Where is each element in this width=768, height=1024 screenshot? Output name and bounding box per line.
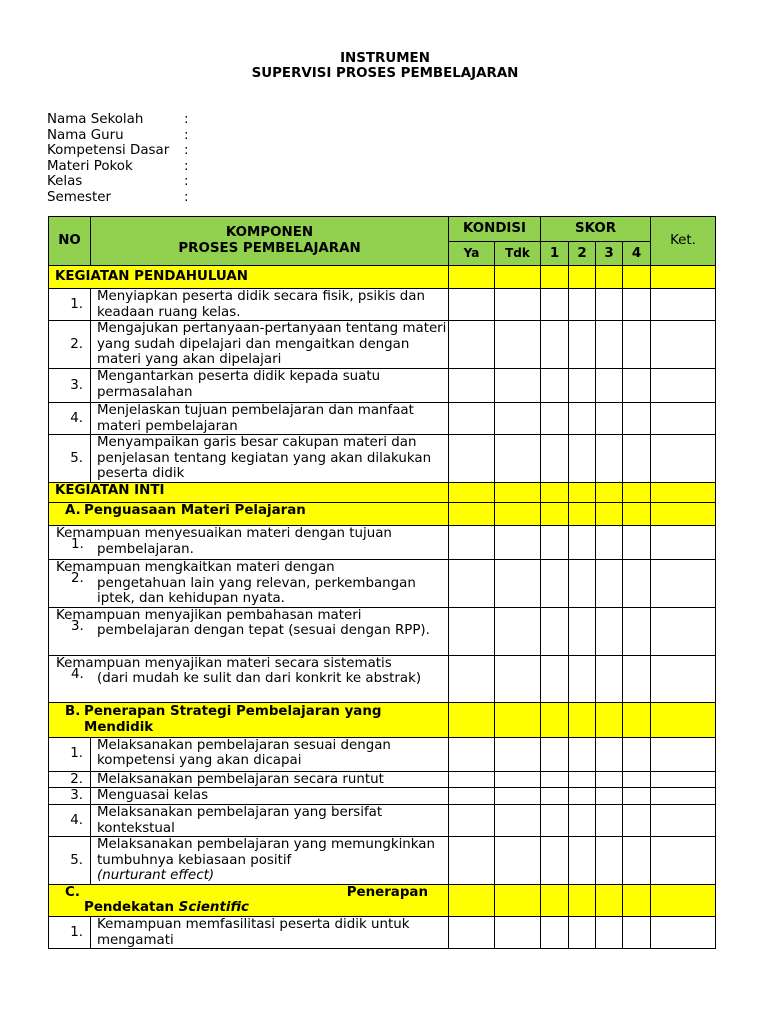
cell-skor-3[interactable] [596,402,623,434]
section-inti: KEGIATAN INTI [49,482,716,502]
cell-skor-3[interactable] [596,559,623,607]
table-row: 4. Kemampuan menyajikan materi secara sistematis (dari mudah ke sulit dan dari konkrit ke abstrak) [49,655,716,702]
header-ya: Ya [449,242,495,266]
table-row: 3. Menguasai kelas [49,788,716,805]
cell-ya[interactable] [449,525,495,559]
cell-ya[interactable] [449,917,495,949]
cell-ya[interactable] [449,837,495,885]
cell-skor-4[interactable] [623,525,651,559]
cell-ket[interactable] [651,737,716,771]
cell-ket[interactable] [651,289,716,321]
cell-skor-3[interactable] [596,289,623,321]
cell-tdk[interactable] [495,917,541,949]
header-skor: SKOR [541,217,651,242]
cell-skor-4[interactable] [623,289,651,321]
table-row: 4. Menjelaskan tujuan pembelajaran dan manfaat materi pembelajaran [49,402,716,434]
cell-tdk[interactable] [495,737,541,771]
cell-ya[interactable] [449,655,495,702]
table-row: 2. Melaksanakan pembelajaran secara runtut [49,771,716,788]
cell-tdk[interactable] [495,559,541,607]
header-skor-4: 4 [623,242,651,266]
cell-ket[interactable] [651,788,716,805]
cell-ya[interactable] [449,289,495,321]
cell-tdk[interactable] [495,289,541,321]
cell-tdk[interactable] [495,321,541,369]
cell-ket[interactable] [651,321,716,369]
cell-skor-2[interactable] [569,804,596,836]
cell-ket[interactable] [651,368,716,402]
cell-tdk[interactable] [495,402,541,434]
cell-skor-1[interactable] [541,655,569,702]
table-row: 2. Mengajukan pertanyaan-pertanyaan tentang materi yang sudah dipelajari dan mengaitkan dengan materi yang akan dipelajari [49,321,716,369]
field-kompetensi-dasar: Kompetensi Dasar : [47,143,189,159]
cell-ket[interactable] [651,771,716,788]
cell-skor-2[interactable] [569,917,596,949]
cell-skor-1[interactable] [541,917,569,949]
field-semester: Semester : [47,189,189,205]
table-row: 1. Kemampuan memfasilitasi peserta didik untuk mengamati [49,917,716,949]
field-kelas: Kelas : [47,174,189,190]
cell-skor-2[interactable] [569,368,596,402]
cell-ya[interactable] [449,788,495,805]
cell-skor-2[interactable] [569,435,596,483]
cell-ket[interactable] [651,559,716,607]
cell-skor-1[interactable] [541,804,569,836]
cell-ket[interactable] [651,525,716,559]
table-row: 1. Melaksanakan pembelajaran sesuai dengan kompetensi yang akan dicapai [49,737,716,771]
header-skor-1: 1 [541,242,569,266]
cell-skor-1[interactable] [541,402,569,434]
cell-skor-4[interactable] [623,607,651,655]
table-row: 3. Kemampuan menyajikan pembahasan materi pembelajaran dengan tepat (sesuai dengan RPP). [49,607,716,655]
header-skor-3: 3 [596,242,623,266]
cell-skor-3[interactable] [596,737,623,771]
field-materi-pokok: Materi Pokok : [47,158,189,174]
cell-skor-4[interactable] [623,368,651,402]
header-skor-2: 2 [569,242,596,266]
document-subtitle: SUPERVISI PROSES PEMBELAJARAN [251,66,519,81]
cell-skor-1[interactable] [541,607,569,655]
table-row: 1. Menyiapkan peserta didik secara fisik, psikis dan keadaan ruang kelas. [49,289,716,321]
document-title: INSTRUMEN [340,51,430,66]
header-kondisi: KONDISI [449,217,541,242]
cell-tdk[interactable] [495,804,541,836]
cell-ket[interactable] [651,837,716,885]
cell-skor-3[interactable] [596,655,623,702]
field-nama-sekolah: Nama Sekolah : [47,112,189,127]
cell-skor-4[interactable] [623,771,651,788]
cell-skor-2[interactable] [569,837,596,885]
cell-skor-4[interactable] [623,837,651,885]
field-nama-guru: Nama Guru : [47,127,189,143]
cell-skor-3[interactable] [596,788,623,805]
section-b: B. Penerapan Strategi Pembelajaran yang Mendidik [49,702,716,737]
cell-ket[interactable] [651,402,716,434]
cell-skor-4[interactable] [623,435,651,483]
cell-ket[interactable] [651,607,716,655]
cell-skor-3[interactable] [596,368,623,402]
cell-skor-4[interactable] [623,917,651,949]
cell-skor-2[interactable] [569,289,596,321]
cell-skor-4[interactable] [623,559,651,607]
cell-tdk[interactable] [495,607,541,655]
cell-ket[interactable] [651,655,716,702]
header-komponen: KOMPONEN PROSES PEMBELAJARAN [91,217,449,266]
cell-skor-4[interactable] [623,402,651,434]
cell-skor-1[interactable] [541,771,569,788]
table-row: 2. Kemampuan mengkaitkan materi dengan pengetahuan lain yang relevan, perkembangan iptek, dan kehidupan nyata. [49,559,716,607]
cell-skor-2[interactable] [569,655,596,702]
cell-tdk[interactable] [495,788,541,805]
header-ket: Ket. [651,217,716,266]
cell-skor-1[interactable] [541,289,569,321]
cell-ya[interactable] [449,607,495,655]
cell-skor-4[interactable] [623,737,651,771]
cell-skor-2[interactable] [569,525,596,559]
cell-skor-4[interactable] [623,788,651,805]
cell-skor-3[interactable] [596,321,623,369]
cell-skor-3[interactable] [596,771,623,788]
cell-skor-2[interactable] [569,402,596,434]
cell-ket[interactable] [651,435,716,483]
cell-skor-3[interactable] [596,837,623,885]
header-tdk: Tdk [495,242,541,266]
cell-skor-1[interactable] [541,368,569,402]
table-row: 5. Melaksanakan pembelajaran yang memungkinkan tumbuhnya kebiasaan positif (nurturant effect) [49,837,716,885]
cell-skor-2[interactable] [569,737,596,771]
cell-skor-2[interactable] [569,788,596,805]
cell-tdk[interactable] [495,368,541,402]
section-pendahuluan: KEGIATAN PENDAHULUAN [49,266,716,289]
cell-ya[interactable] [449,402,495,434]
cell-tdk[interactable] [495,837,541,885]
cell-ya[interactable] [449,321,495,369]
cell-tdk[interactable] [495,655,541,702]
cell-ya[interactable] [449,771,495,788]
cell-skor-4[interactable] [623,655,651,702]
table-row: 1. Kemampuan menyesuaikan materi dengan tujuan pembelajaran. [49,525,716,559]
cell-ya[interactable] [449,804,495,836]
cell-skor-1[interactable] [541,837,569,885]
cell-skor-3[interactable] [596,804,623,836]
cell-skor-3[interactable] [596,435,623,483]
cell-skor-2[interactable] [569,559,596,607]
header-no: NO [49,217,91,266]
cell-ya[interactable] [449,435,495,483]
cell-skor-4[interactable] [623,321,651,369]
supervision-table [48,216,716,949]
cell-skor-3[interactable] [596,607,623,655]
cell-ya[interactable] [449,737,495,771]
section-a: A. Penguasaan Materi Pelajaran [49,502,716,525]
cell-tdk[interactable] [495,771,541,788]
cell-ya[interactable] [449,368,495,402]
cell-skor-2[interactable] [569,607,596,655]
cell-skor-2[interactable] [569,321,596,369]
cell-skor-1[interactable] [541,321,569,369]
cell-tdk[interactable] [495,435,541,483]
section-c: C. Penerapan Pendekatan Scientific [49,884,716,916]
table-row: 3. Mengantarkan peserta didik kepada suatu permasalahan [49,368,716,402]
cell-skor-4[interactable] [623,804,651,836]
cell-skor-1[interactable] [541,435,569,483]
cell-skor-3[interactable] [596,917,623,949]
cell-ket[interactable] [651,917,716,949]
cell-skor-1[interactable] [541,788,569,805]
cell-skor-1[interactable] [541,525,569,559]
table-row: 5. Menyampaikan garis besar cakupan materi dan penjelasan tentang kegiatan yang akan dilakukan peserta didik [49,435,716,483]
cell-skor-1[interactable] [541,737,569,771]
cell-skor-3[interactable] [596,525,623,559]
cell-tdk[interactable] [495,525,541,559]
identity-fields [47,112,189,206]
cell-skor-1[interactable] [541,559,569,607]
cell-skor-2[interactable] [569,771,596,788]
table-row: 4. Melaksanakan pembelajaran yang bersifat kontekstual [49,804,716,836]
cell-ket[interactable] [651,804,716,836]
cell-ya[interactable] [449,559,495,607]
